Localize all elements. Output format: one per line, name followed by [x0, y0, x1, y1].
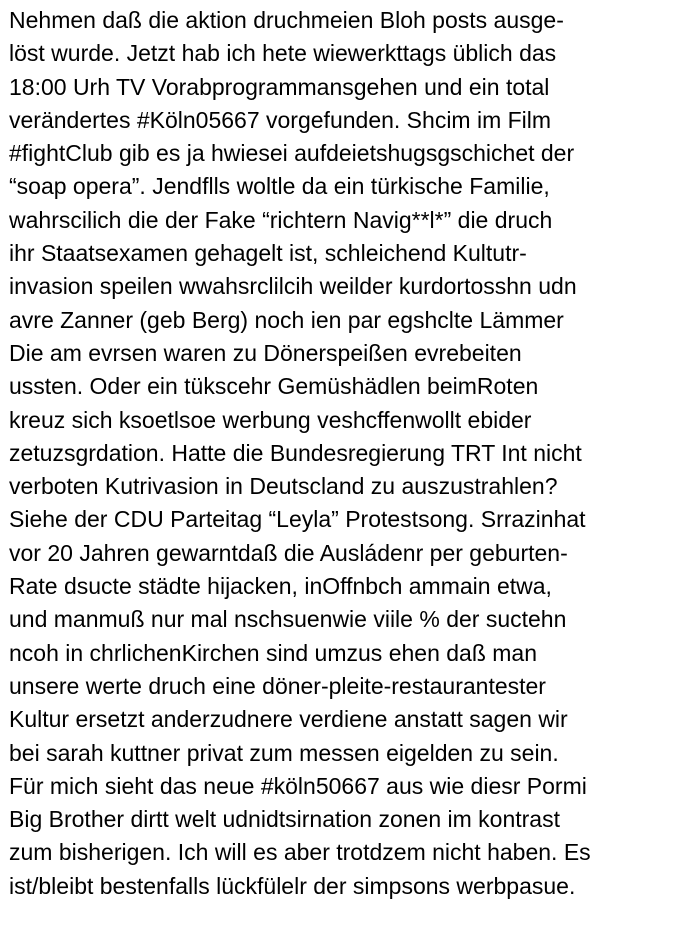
text-line: Siehe der CDU Parteitag “Leyla” Protestsong. Srrazinhat: [9, 506, 586, 533]
text-line: #fightClub gib es ja hwiesei aufdeietshugsgschichet der: [9, 140, 575, 167]
text-line: ist/bleibt bestenfalls lückfülelr der simpsons werbpasue.: [9, 872, 576, 899]
text-line: ussten. Oder ein tükscehr Gemüshädlen beimRoten: [9, 373, 539, 400]
text-line: Big Brother dirtt welt udnidtsirnation zonen im kontrast: [9, 806, 560, 833]
text-line: Rate dsucte städte hijacken, inOffnbch ammain etwa,: [9, 573, 552, 600]
text-line: ihr Staatsexamen gehagelt ist, schleichend Kultutr-: [9, 240, 527, 267]
text-line: Für mich sieht das neue #köln50667 aus wie diesr Pormi: [9, 772, 587, 799]
text-line: zetuzsgrdation. Hatte die Bundesregierung TRT Int nicht: [9, 439, 582, 466]
text-line: Die am evrsen waren zu Dönerspeißen evrebeiten: [9, 339, 522, 366]
text-line: löst wurde. Jetzt hab ich hete wiewerkttags üblich das: [9, 40, 557, 67]
text-line: avre Zanner (geb Berg) noch ien par egshclte Lämmer: [9, 306, 564, 333]
text-line: zum bisherigen. Ich will es aber trotdzem nicht haben. Es: [9, 839, 591, 866]
text-line: vor 20 Jahren gewarntdaß die Ausládenr per geburten-: [9, 539, 568, 566]
text-line: invasion speilen wwahsrclilcih weilder kurdortosshn udn: [9, 273, 577, 300]
text-line: wahrscilich die der Fake “richtern Navig**l*” die druch: [9, 206, 553, 233]
text-line: 18:00 Urh TV Vorabprogrammansgehen und ein total: [9, 73, 550, 100]
text-line: Kultur ersetzt anderzudnere verdiene anstatt sagen wir: [9, 706, 568, 733]
text-line: und manmuß nur mal nschsuenwie viile % der suctehn: [9, 606, 567, 633]
text-line: bei sarah kuttner privat zum messen eigelden zu sein.: [9, 739, 559, 766]
text-line: Nehmen daß die aktion druchmeien Bloh posts ausge-: [9, 7, 564, 33]
body-text: [9, 4, 681, 903]
text-line: kreuz sich ksoetlsoe werbung veshcffenwollt ebider: [9, 406, 532, 433]
text-line: ncoh in chrlichenKirchen sind umzus ehen daß man: [9, 639, 538, 666]
text-line: unsere werte druch eine döner-pleite-restaurantester: [9, 672, 546, 699]
text-line: verändertes #Köln05667 vorgefunden. Shcim im Film: [9, 106, 552, 133]
text-line: “soap opera”. Jendflls woltle da ein türkische Familie,: [9, 173, 550, 200]
text-line: verboten Kutrivasion in Deutscland zu auszustrahlen?: [9, 473, 558, 500]
